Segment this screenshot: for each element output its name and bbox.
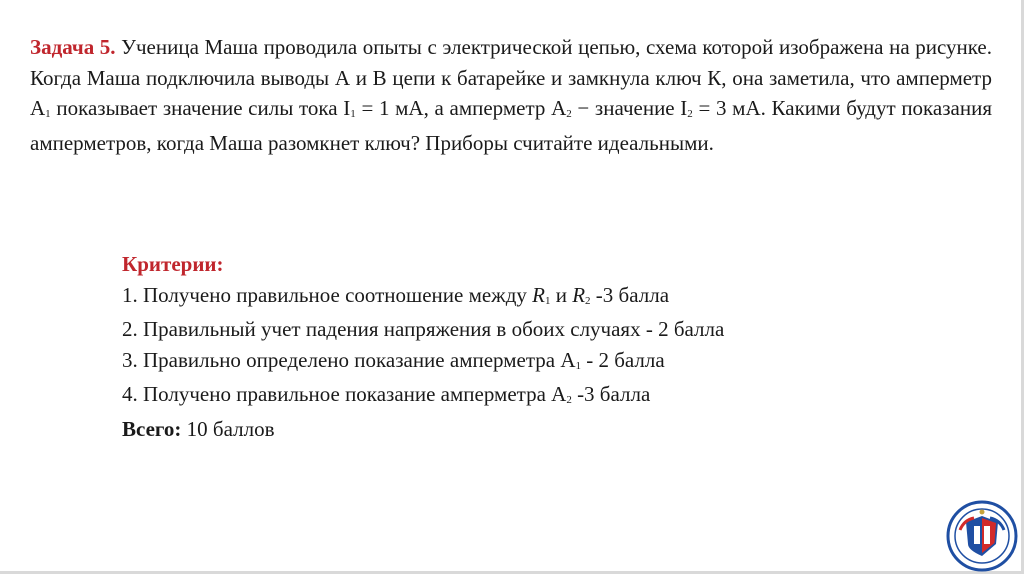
task-label: Задача 5. [30,35,116,59]
variable-r: R [572,282,586,307]
subscript: 2 [687,108,693,120]
criteria-text: 1. Получено правильное соотношение между [122,282,533,307]
task-statement [30,32,992,158]
criteria-total [122,414,922,445]
criteria-title: Критерии: [122,252,224,276]
task-text: = 3 мА. Какими будут показания амперметров, когда Маша разомкнет ключ? Приборы считайте идеальными. [30,96,993,155]
criteria-item-4 [122,379,922,414]
criteria-block [122,249,922,444]
task-text: = 1 мА, а амперметр А [355,96,567,120]
criteria-text: -3 балла [571,382,651,406]
subscript: 1 [350,108,356,120]
criteria-item-2: 2. Правильный учет падения напряжения в обоих случаях - 2 балла [122,317,725,341]
criteria-text: и [550,282,573,307]
total-value: 10 баллов [181,416,275,441]
subscript: 2 [585,294,591,307]
criteria-text: 4. Получено правильное показание амперметра А [122,382,567,406]
subscript: 2 [566,108,572,120]
olympiad-emblem-icon [946,500,1018,572]
criteria-text: -3 балла [590,282,670,307]
total-label: Всего: [122,416,182,441]
subscript: 2 [566,394,572,406]
criteria-item-1 [122,280,922,315]
subscript: 1 [544,294,551,307]
criteria-item-3 [122,345,922,380]
subscript: 1 [575,359,581,372]
task-text: показывает значение силы тока I [50,96,351,120]
subscript: 1 [45,108,51,120]
task-text: Ученица Маша проводила опыты с электрической цепью, схема которой изображена на рисунке. Когда Маша подключила выводы А и В цепи к батарейке и замкнула ключ К, она заметила, что амперметр А [30,35,992,120]
criteria-text: - 2 балла [581,347,665,372]
variable-r: R [532,282,545,307]
task-text: − значение I [571,96,688,120]
criteria-text: 3. Правильно определено показание амперметра А [122,347,576,372]
